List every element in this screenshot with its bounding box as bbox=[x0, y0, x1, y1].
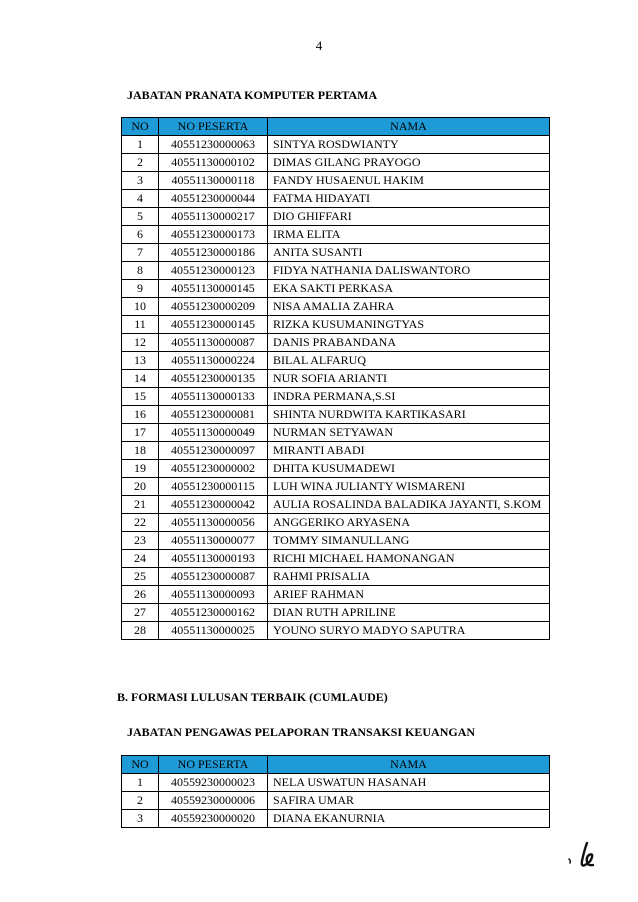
participant-number: 40551230000135 bbox=[159, 370, 268, 388]
participant-number: 40551230000123 bbox=[159, 262, 268, 280]
participant-name: DHITA KUSUMADEWI bbox=[268, 460, 550, 478]
row-number: 21 bbox=[122, 496, 159, 514]
participant-name: YOUNO SURYO MADYO SAPUTRA bbox=[268, 622, 550, 640]
participant-number: 40551130000056 bbox=[159, 514, 268, 532]
column-header-no-peserta: NO PESERTA bbox=[159, 118, 268, 136]
participant-name: AULIA ROSALINDA BALADIKA JAYANTI, S.KOM bbox=[268, 496, 550, 514]
participant-name: RAHMI PRISALIA bbox=[268, 568, 550, 586]
participant-name: NISA AMALIA ZAHRA bbox=[268, 298, 550, 316]
participant-name: RICHI MICHAEL HAMONANGAN bbox=[268, 550, 550, 568]
participant-number: 40551230000162 bbox=[159, 604, 268, 622]
participant-number: 40551130000193 bbox=[159, 550, 268, 568]
row-number: 28 bbox=[122, 622, 159, 640]
participant-number: 40559230000023 bbox=[159, 774, 268, 792]
participant-number: 40551230000209 bbox=[159, 298, 268, 316]
row-number: 8 bbox=[122, 262, 159, 280]
table-row bbox=[122, 586, 550, 604]
row-number: 13 bbox=[122, 352, 159, 370]
table-row bbox=[122, 406, 550, 424]
participant-name: IRMA ELITA bbox=[268, 226, 550, 244]
table-row bbox=[122, 136, 550, 154]
participant-name: NELA USWATUN HASANAH bbox=[268, 774, 550, 792]
table-row bbox=[122, 154, 550, 172]
table-row bbox=[122, 244, 550, 262]
participant-number: 40551130000077 bbox=[159, 532, 268, 550]
participant-name: SINTYA ROSDWIANTY bbox=[268, 136, 550, 154]
table-row bbox=[122, 810, 550, 828]
row-number: 6 bbox=[122, 226, 159, 244]
section-b-heading: B. FORMASI LULUSAN TERBAIK (CUMLAUDE) bbox=[117, 690, 388, 704]
row-number: 2 bbox=[122, 792, 159, 810]
table-row bbox=[122, 352, 550, 370]
row-number: 15 bbox=[122, 388, 159, 406]
table-row bbox=[122, 774, 550, 792]
participant-name: ARIEF RAHMAN bbox=[268, 586, 550, 604]
table-row bbox=[122, 334, 550, 352]
table-row bbox=[122, 280, 550, 298]
row-number: 27 bbox=[122, 604, 159, 622]
participant-name: EKA SAKTI PERKASA bbox=[268, 280, 550, 298]
participant-name: ANGGERIKO ARYASENA bbox=[268, 514, 550, 532]
table-header-row bbox=[122, 118, 550, 136]
table-row bbox=[122, 316, 550, 334]
participants-table-pranata bbox=[121, 117, 550, 640]
participant-number: 40559230000020 bbox=[159, 810, 268, 828]
table-row bbox=[122, 172, 550, 190]
table-row bbox=[122, 550, 550, 568]
row-number: 10 bbox=[122, 298, 159, 316]
participant-name: NUR SOFIA ARIANTI bbox=[268, 370, 550, 388]
row-number: 19 bbox=[122, 460, 159, 478]
participant-number: 40551130000118 bbox=[159, 172, 268, 190]
participant-number: 40551130000049 bbox=[159, 424, 268, 442]
row-number: 14 bbox=[122, 370, 159, 388]
column-header-nama: NAMA bbox=[268, 118, 550, 136]
table-row bbox=[122, 460, 550, 478]
participant-name: DANIS PRABANDANA bbox=[268, 334, 550, 352]
row-number: 1 bbox=[122, 136, 159, 154]
row-number: 2 bbox=[122, 154, 159, 172]
participant-number: 40551130000224 bbox=[159, 352, 268, 370]
row-number: 23 bbox=[122, 532, 159, 550]
row-number: 5 bbox=[122, 208, 159, 226]
table-row bbox=[122, 604, 550, 622]
column-header-no-peserta: NO PESERTA bbox=[159, 756, 268, 774]
row-number: 17 bbox=[122, 424, 159, 442]
table-row bbox=[122, 622, 550, 640]
row-number: 1 bbox=[122, 774, 159, 792]
table-row bbox=[122, 190, 550, 208]
table-row bbox=[122, 478, 550, 496]
table-row bbox=[122, 388, 550, 406]
section2-heading: JABATAN PENGAWAS PELAPORAN TRANSAKSI KEUANGAN bbox=[127, 725, 476, 739]
participant-name: TOMMY SIMANULLANG bbox=[268, 532, 550, 550]
participant-number: 40551130000093 bbox=[159, 586, 268, 604]
participant-name: FIDYA NATHANIA DALISWANTORO bbox=[268, 262, 550, 280]
participant-number: 40551230000063 bbox=[159, 136, 268, 154]
handwritten-initial-icon bbox=[566, 838, 606, 872]
participant-name: SAFIRA UMAR bbox=[268, 792, 550, 810]
table-row bbox=[122, 442, 550, 460]
participant-number: 40551230000087 bbox=[159, 568, 268, 586]
row-number: 3 bbox=[122, 172, 159, 190]
table-row bbox=[122, 792, 550, 810]
table-body bbox=[122, 136, 550, 640]
table-row bbox=[122, 262, 550, 280]
table-row bbox=[122, 370, 550, 388]
participant-number: 40551230000115 bbox=[159, 478, 268, 496]
participant-number: 40551230000042 bbox=[159, 496, 268, 514]
row-number: 12 bbox=[122, 334, 159, 352]
row-number: 9 bbox=[122, 280, 159, 298]
row-number: 26 bbox=[122, 586, 159, 604]
participant-name: RIZKA KUSUMANINGTYAS bbox=[268, 316, 550, 334]
row-number: 7 bbox=[122, 244, 159, 262]
participant-name: MIRANTI ABADI bbox=[268, 442, 550, 460]
column-header-no: NO bbox=[122, 118, 159, 136]
participant-name: BILAL ALFARUQ bbox=[268, 352, 550, 370]
participant-number: 40551130000133 bbox=[159, 388, 268, 406]
participant-number: 40551230000186 bbox=[159, 244, 268, 262]
participant-name: INDRA PERMANA,S.SI bbox=[268, 388, 550, 406]
participant-number: 40559230000006 bbox=[159, 792, 268, 810]
table-row bbox=[122, 208, 550, 226]
participant-name: DIO GHIFFARI bbox=[268, 208, 550, 226]
participant-number: 40551230000097 bbox=[159, 442, 268, 460]
participant-name: ANITA SUSANTI bbox=[268, 244, 550, 262]
participant-number: 40551130000145 bbox=[159, 280, 268, 298]
participants-table-pengawas bbox=[121, 755, 550, 828]
participant-number: 40551230000173 bbox=[159, 226, 268, 244]
table-row bbox=[122, 532, 550, 550]
participant-name: FANDY HUSAENUL HAKIM bbox=[268, 172, 550, 190]
row-number: 20 bbox=[122, 478, 159, 496]
row-number: 16 bbox=[122, 406, 159, 424]
participant-name: DIAN RUTH APRILINE bbox=[268, 604, 550, 622]
column-header-nama: NAMA bbox=[268, 756, 550, 774]
table-row bbox=[122, 298, 550, 316]
participant-name: NURMAN SETYAWAN bbox=[268, 424, 550, 442]
row-number: 25 bbox=[122, 568, 159, 586]
participant-name: SHINTA NURDWITA KARTIKASARI bbox=[268, 406, 550, 424]
participant-number: 40551230000044 bbox=[159, 190, 268, 208]
page-number: 4 bbox=[315, 38, 323, 53]
participant-name: DIMAS GILANG PRAYOGO bbox=[268, 154, 550, 172]
table-row bbox=[122, 568, 550, 586]
row-number: 18 bbox=[122, 442, 159, 460]
participant-number: 40551230000081 bbox=[159, 406, 268, 424]
row-number: 22 bbox=[122, 514, 159, 532]
participant-number: 40551130000087 bbox=[159, 334, 268, 352]
row-number: 11 bbox=[122, 316, 159, 334]
table-row bbox=[122, 496, 550, 514]
column-header-no: NO bbox=[122, 756, 159, 774]
participant-number: 40551130000217 bbox=[159, 208, 268, 226]
table-row bbox=[122, 514, 550, 532]
row-number: 4 bbox=[122, 190, 159, 208]
participant-number: 40551130000102 bbox=[159, 154, 268, 172]
table-header-row bbox=[122, 756, 550, 774]
table-body bbox=[122, 774, 550, 828]
table-row bbox=[122, 226, 550, 244]
row-number: 24 bbox=[122, 550, 159, 568]
participant-number: 40551230000002 bbox=[159, 460, 268, 478]
participant-number: 40551130000025 bbox=[159, 622, 268, 640]
participant-name: LUH WINA JULIANTY WISMARENI bbox=[268, 478, 550, 496]
participant-name: DIANA EKANURNIA bbox=[268, 810, 550, 828]
participant-name: FATMA HIDAYATI bbox=[268, 190, 550, 208]
table-row bbox=[122, 424, 550, 442]
participant-number: 40551230000145 bbox=[159, 316, 268, 334]
row-number: 3 bbox=[122, 810, 159, 828]
section1-heading: JABATAN PRANATA KOMPUTER PERTAMA bbox=[127, 88, 378, 102]
